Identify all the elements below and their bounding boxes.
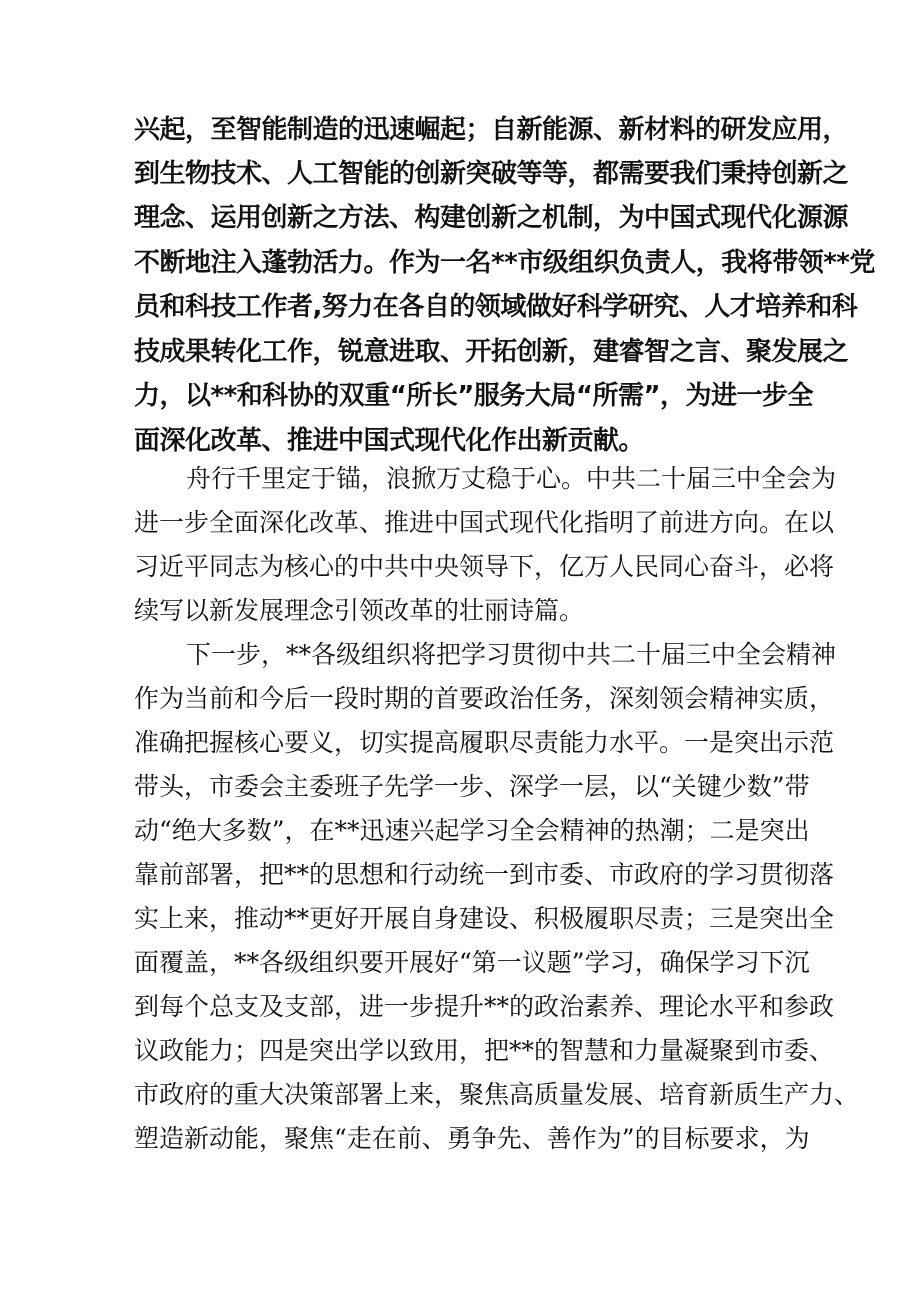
paragraph-1-line-7: 力，以**和科协的双重“所长”服务大局“所需”，为进一步全	[134, 381, 814, 411]
paragraph-2-line-3: 习近平同志为核心的中共中央领导下，亿万人民同心奋斗，必将	[134, 552, 835, 581]
paragraph-2-line-4: 续写以新发展理念引领改革的壮丽诗篇。	[134, 596, 585, 625]
paragraph-3-line-4: 带头，市委会主委班子先学一步、深学一层，以“关键少数”带	[134, 772, 810, 801]
paragraph-1-line-4: 不断地注入蓬勃活力。作为一名**市级组织负责人，我将带领**党	[134, 248, 875, 278]
paragraph-3-line-8: 面覆盖，**各级组织要开展好“第一议题”学习，确保学习下沉	[134, 948, 810, 977]
paragraph-3-line-10: 议政能力；四是突出学以致用，把**的智慧和力量凝聚到市委、	[134, 1036, 835, 1065]
paragraph-3-line-7: 实上来，推动**更好开展自身建设、积极履职尽责；三是突出全	[134, 904, 835, 933]
paragraph-1-line-6: 技成果转化工作，锐意进取、开拓创新，建睿智之言、聚发展之	[134, 337, 849, 367]
paragraph-1-line-2: 到生物技术、人工智能的创新突破等等，都需要我们秉持创新之	[134, 159, 849, 189]
paragraph-3-line-2: 作为当前和今后一段时期的首要政治任务，深刻领会精神实质，	[134, 684, 835, 713]
paragraph-3-line-6: 靠前部署，把**的思想和行动统一到市委、市政府的学习贯彻落	[134, 860, 835, 889]
paragraph-3-line-9: 到每个总支及支部，进一步提升**的政治素养、理论水平和参政	[134, 992, 835, 1021]
paragraph-1-line-8: 面深化改革、推进中国式现代化作出新贡献。	[134, 426, 645, 456]
paragraph-3-line-1: 下一步，**各级组织将把学习贯彻中共二十届三中全会精神	[186, 640, 837, 669]
paragraph-1-line-3: 理念、运用创新之方法、构建创新之机制，为中国式现代化源源	[134, 203, 849, 233]
paragraph-2-line-2: 进一步全面深化改革、推进中国式现代化指明了前进方向。在以	[134, 508, 835, 537]
paragraph-3-line-12: 塑造新动能，聚焦“走在前、勇争先、善作为”的目标要求，为	[134, 1124, 810, 1153]
paragraph-1-line-5: 员和科技工作者,努力在各自的领域做好科学研究、人才培养和科	[134, 292, 858, 322]
paragraph-1-line-1: 兴起，至智能制造的迅速崛起；自新能源、新材料的研发应用，	[134, 115, 849, 145]
paragraph-3-line-5: 动“绝大多数”，在**迅速兴起学习全会精神的热潮；二是突出	[134, 816, 810, 845]
paragraph-3-line-11: 市政府的重大决策部署上来，聚焦高质量发展、培育新质生产力、	[134, 1080, 860, 1109]
paragraph-2-line-1: 舟行千里定于锚，浪掀万丈稳于心。中共二十届三中全会为	[186, 464, 837, 493]
paragraph-3-line-3: 准确把握核心要义，切实提高履职尽责能力水平。一是突出示范	[134, 728, 835, 757]
